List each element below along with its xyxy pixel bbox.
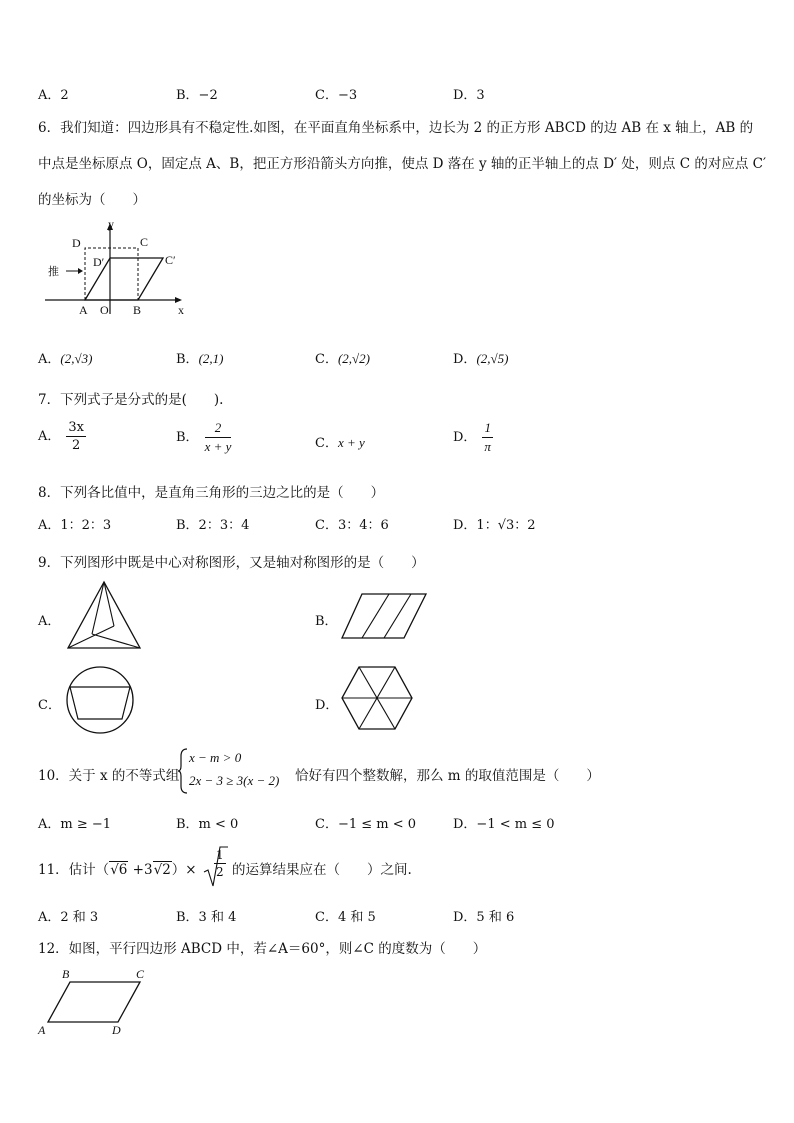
q6-fig-label-c: C	[140, 235, 149, 249]
q6-fig-label-push: 推	[48, 265, 59, 278]
q6-option-d: D．(2,√5)	[453, 351, 509, 367]
q8-option-d: D．1：√3：2	[453, 518, 536, 533]
q6-stem-line3: 的坐标为（ ）	[38, 192, 146, 208]
q11-option-a: A．2 和 3	[38, 910, 99, 925]
q11-sqrt-6: √6	[110, 862, 128, 878]
q6-stem-line2: 中点是坐标原点 O，固定点 A、B，把正方形沿箭头方向推，使点 D 落在 y 轴的正半轴上的点 D′ 处，则点 C 的对应点 C′	[38, 156, 767, 172]
q7-option-a: A． $\frac{3x}{2}$	[38, 420, 84, 453]
q9-option-c-figure	[64, 665, 136, 735]
q5-option-d: D．3	[453, 88, 485, 103]
q6-fig-label-o: O	[100, 303, 109, 317]
q8-option-a: A．1：2：3	[38, 518, 112, 533]
q8-option-b: B．2：3：4	[176, 518, 250, 533]
q7-option-b: B． $\frac{2}{x + y}$	[176, 420, 232, 454]
q5-option-c: C．−3	[315, 88, 358, 103]
q7-option-a-fraction: $\frac{3x}{2}$	[68, 420, 84, 453]
q6-fig-label-b: B	[133, 303, 142, 317]
q6-fig-label-d: D	[72, 236, 81, 250]
q9-stem: 9．下列图形中既是中心对称图形，又是轴对称图形的是（ ）	[38, 555, 425, 571]
q9-option-a-label: A．	[38, 614, 61, 629]
q6-option-c: C．(2,√2)	[315, 351, 370, 367]
q10-option-d: D．−1 < m ≤ 0	[453, 817, 555, 832]
q9-option-b-label: B．	[315, 614, 338, 629]
q8-stem: 8．下列各比值中，是直角三角形的三边之比的是（ ）	[38, 485, 385, 501]
q6-option-b: B．(2,1)	[176, 351, 224, 367]
q9-option-d-figure	[340, 665, 414, 733]
q12-fig-label-c: C	[136, 967, 145, 981]
q11-stem: 11．估计（√6 +3√2）×	[38, 862, 197, 878]
q6-fig-label-a: A	[79, 303, 88, 317]
q12-fig-label-a: A	[38, 1023, 46, 1037]
q7-option-d: D． $\frac{1}{\pi}$	[453, 420, 491, 454]
q11-sqrt-2: √2	[153, 862, 171, 878]
q10-inequality-1: x − m > 0	[189, 750, 242, 765]
q6-fig-label-c-prime: C′	[165, 253, 176, 267]
q6-fig-label-x: x	[178, 303, 184, 317]
q12-figure	[36, 962, 156, 1038]
q10-option-c: C．−1 ≤ m < 0	[315, 817, 417, 832]
q7-stem: 7．下列式子是分式的是( ).	[38, 392, 224, 408]
q7-option-d-fraction: $\frac{1}{\pi}$	[484, 420, 491, 454]
q9-option-b-figure	[340, 592, 430, 642]
q10-stem-pre: 10．关于 x 的不等式组	[38, 768, 180, 784]
q6-fig-label-y: y	[108, 217, 114, 231]
q9-option-c-label: C．	[38, 698, 61, 713]
q6-stem-line1: 6．我们知道：四边形具有不稳定性.如图，在平面直角坐标系中，边长为 2 的正方形 ABCD 的边 AB 在 x 轴上，AB 的	[38, 120, 754, 136]
q6-figure	[40, 218, 190, 323]
q10-option-a: A．m ≥ −1	[38, 817, 112, 832]
q11-stem-post: 的运算结果应在（ ）之间.	[232, 862, 412, 878]
q5-option-a: A．2	[38, 88, 69, 103]
q7-option-b-fraction: $\frac{2}{x + y}$	[204, 420, 232, 454]
q11-option-c: C．4 和 5	[315, 910, 376, 925]
q11-option-d: D．5 和 6	[453, 910, 515, 925]
q6-fig-label-d-prime: D′	[93, 255, 105, 269]
q9-option-a-figure	[64, 580, 144, 652]
q10-option-b: B．m < 0	[176, 817, 239, 832]
q11-option-b: B．3 和 4	[176, 910, 237, 925]
q10-inequality-2: 2x − 3 ≥ 3(x − 2)	[189, 773, 280, 788]
q11-fraction: $\frac{1}{2}$	[216, 848, 224, 879]
q10-brace	[178, 748, 188, 794]
q9-option-d-label: D．	[315, 698, 339, 713]
q12-fig-label-b: B	[62, 967, 70, 981]
q12-stem: 12．如图，平行四边形 ABCD 中，若∠A＝60°，则∠C 的度数为（ ）	[38, 941, 487, 957]
q8-option-c: C．3：4：6	[315, 518, 389, 533]
q12-fig-label-d: D	[112, 1023, 121, 1037]
q10-stem-post: 恰好有四个整数解，那么 m 的取值范围是（ ）	[295, 768, 600, 784]
q7-option-c: C．x + y	[315, 435, 365, 451]
q5-option-b: B．−2	[176, 88, 218, 103]
q6-option-a: A．(2,√3)	[38, 351, 93, 367]
